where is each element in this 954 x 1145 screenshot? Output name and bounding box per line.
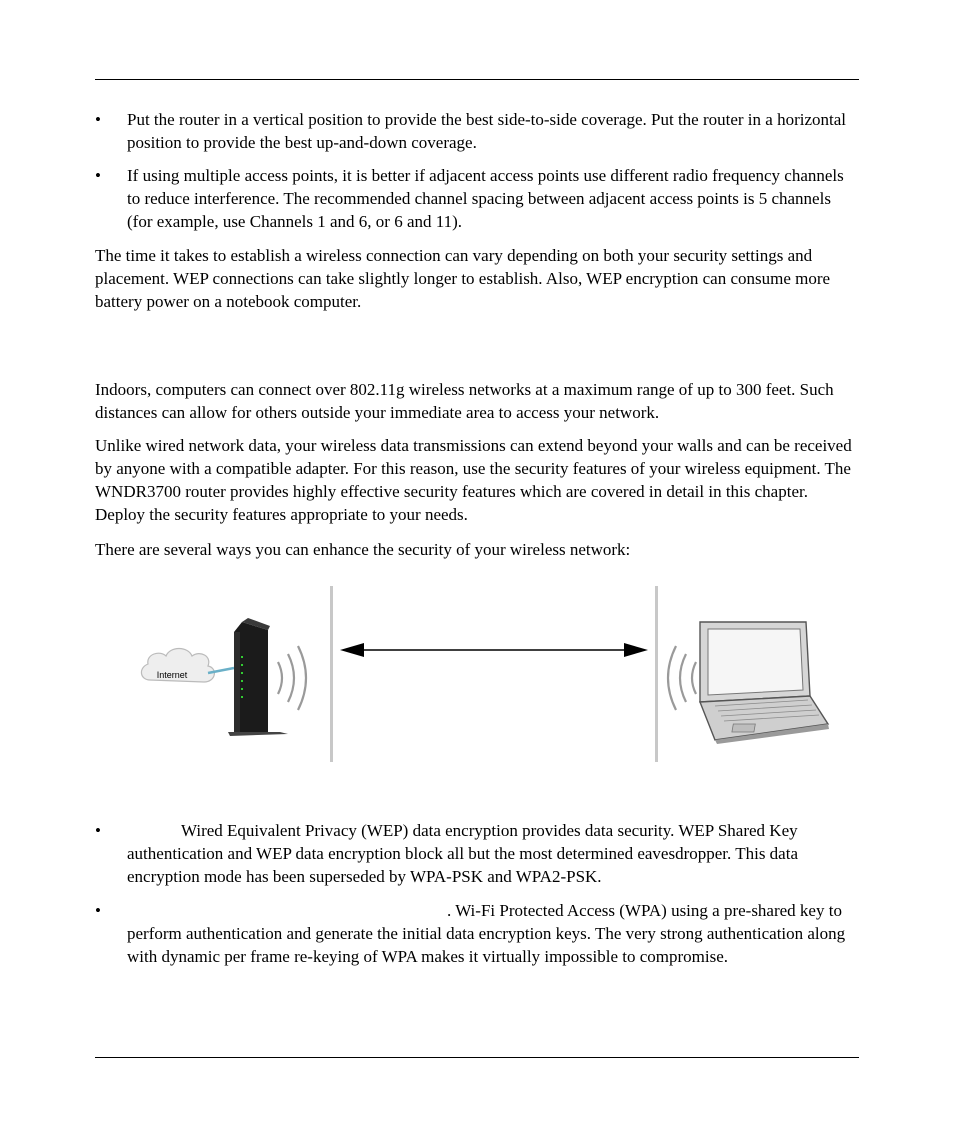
bullet-mark: • [95, 110, 101, 129]
list-item [95, 899, 859, 968]
laptop-icon [700, 622, 829, 744]
internet-label: Internet [156, 670, 188, 680]
bullet-text: . Wi-Fi Protected Access (WPA) using a pre-shared key to perform authentication and generate the initial data encryption keys. The very strong authentication along with dynamic per frame re-keying of WPA makes it virtually impossible to compromise. [127, 901, 846, 966]
bullet-text: If using multiple access points, it is better if adjacent access points use different radio frequency channels to reduce interference. The recommended channel spacing between adjacent access points is 5 channels (for example, use Channels 1 and 6, or 6 and 11). [127, 166, 844, 231]
router-icon [228, 618, 288, 736]
bullet-mark: • [95, 901, 101, 920]
left-wall-line [330, 586, 333, 762]
footer-rule [95, 1057, 859, 1058]
bullet-mark: • [95, 821, 101, 840]
router-signal-icon [278, 646, 306, 710]
paragraph-indoors: Indoors, computers can connect over 802.11g wireless networks at a maximum range of up to 300 feet. Such distances can allow for others outside your immediate area to access your network. [95, 380, 834, 422]
laptop-signal-icon [668, 646, 696, 710]
list-item [95, 164, 859, 233]
header-rule [95, 79, 859, 80]
list-item [95, 108, 859, 154]
paragraph-several-ways: There are several ways you can enhance the security of your wireless network: [95, 540, 631, 559]
bullet-text: Put the router in a vertical position to provide the best side-to-side coverage. Put the router in a horizontal position to provide the best up-and-down coverage. [127, 110, 846, 152]
paragraph-unlike-wired: Unlike wired network data, your wireless data transmissions can extend beyond your walls and can be received by anyone with a compatible adapter. For this reason, use the security features of your wireless equipment. The WNDR3700 router provides highly effective security features which are covered in detail in this chapter. Deploy the security features appropriate to your needs. [95, 436, 852, 524]
bullet-mark: • [95, 166, 101, 185]
bullet-text: Wired Equivalent Privacy (WEP) data encryption provides data security. WEP Shared Key authentication and WEP data encryption block all but the most determined eavesdropper. This data encryption mode has been superseded by WPA-PSK and WPA2-PSK. [127, 821, 798, 886]
range-arrow [340, 643, 648, 657]
paragraph-connection-time: The time it takes to establish a wireless connection can vary depending on both your security settings and placement. WEP connections can take slightly longer to establish. Also, WEP encryption can consume more battery power on a notebook computer. [95, 246, 831, 311]
list-item [95, 819, 859, 888]
wireless-range-figure [130, 584, 830, 764]
right-wall-line [655, 586, 658, 762]
